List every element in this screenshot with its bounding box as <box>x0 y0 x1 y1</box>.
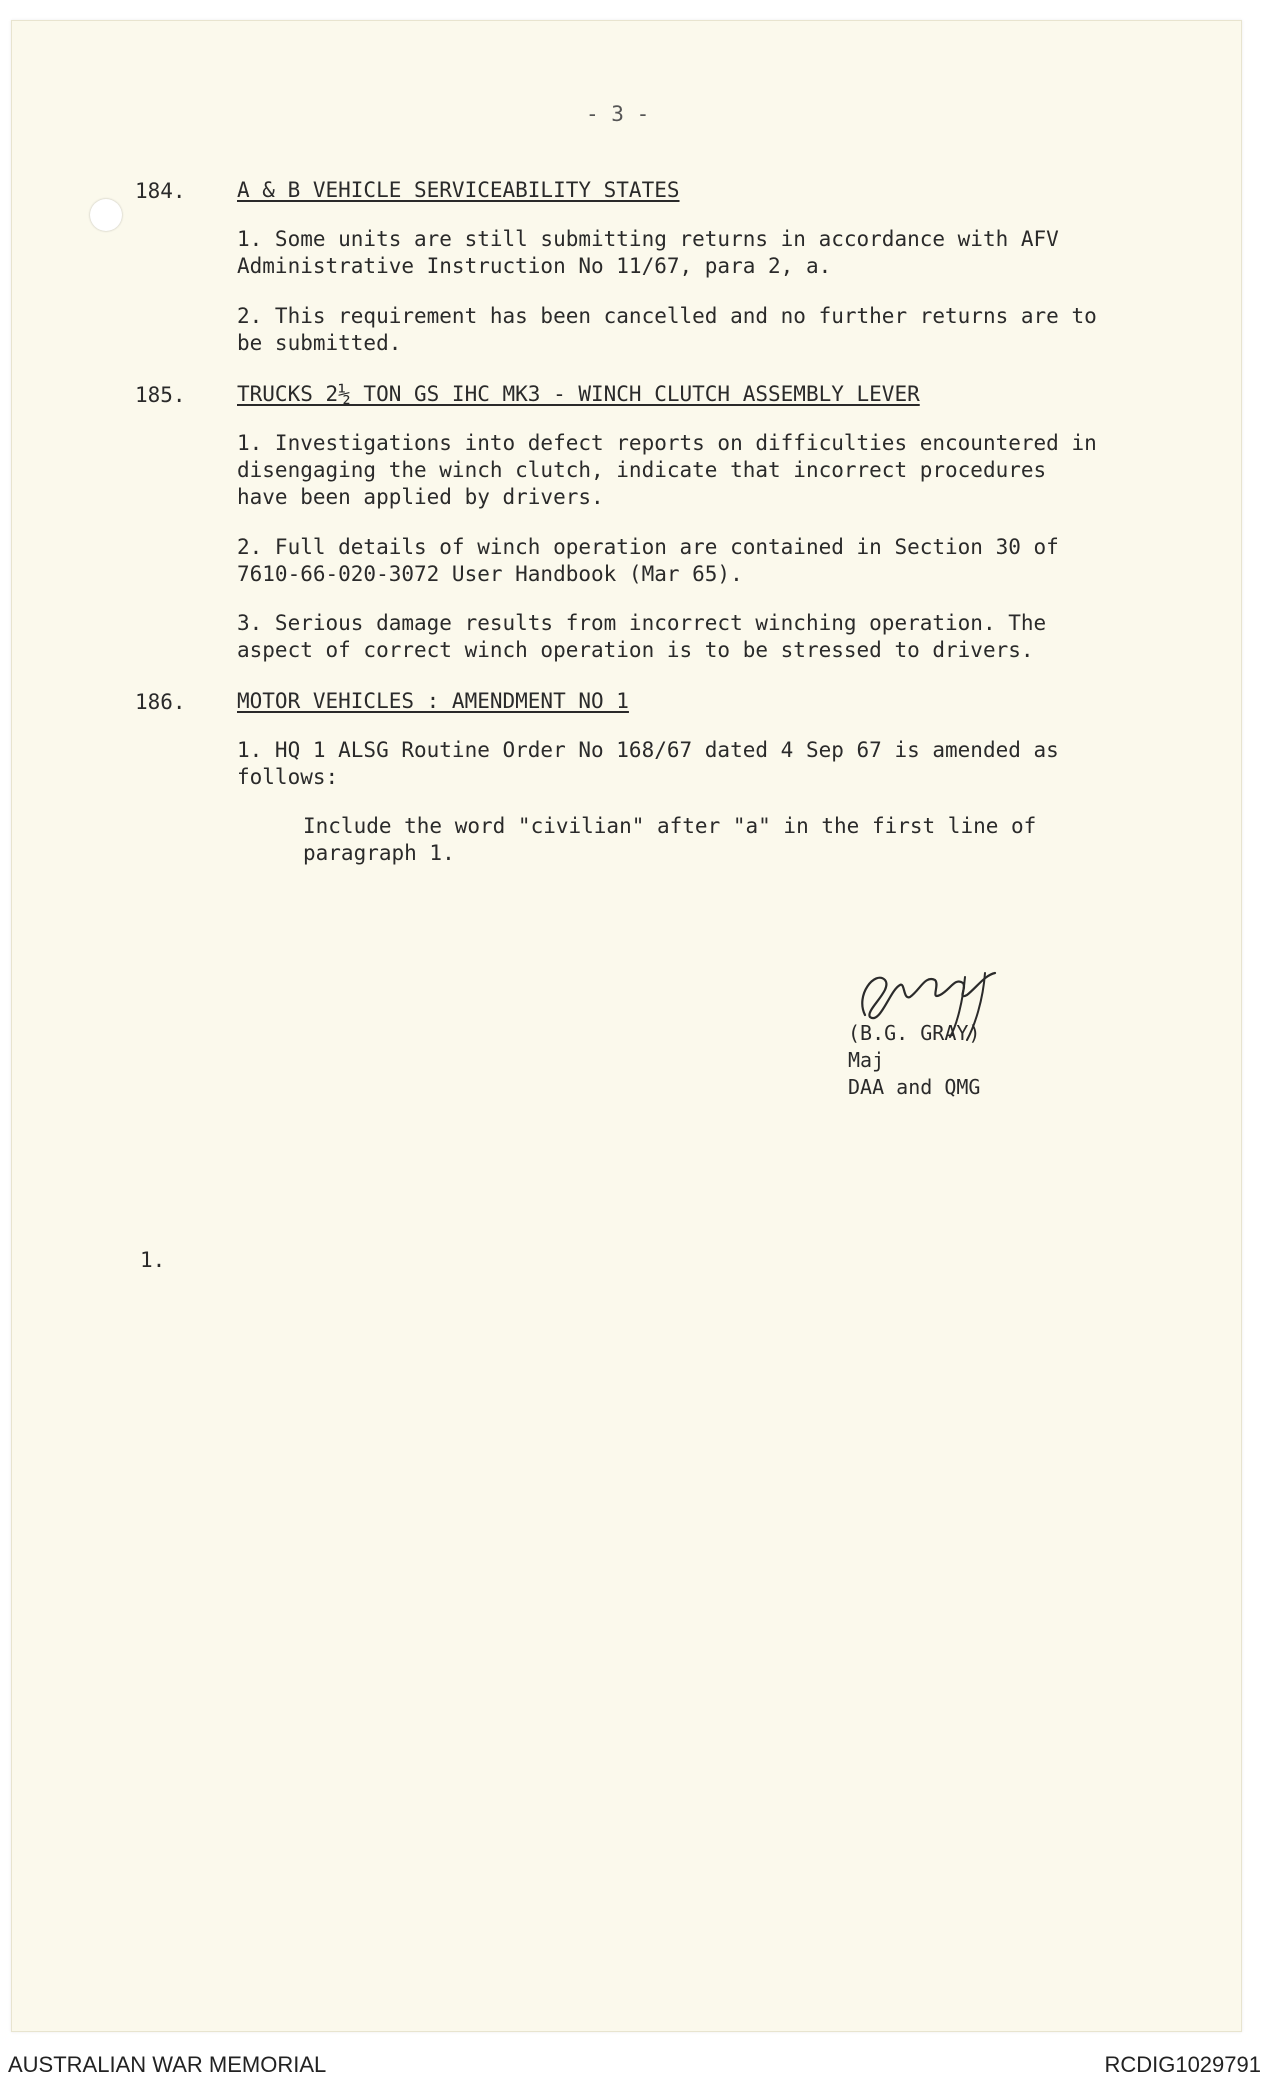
signature-block <box>848 1020 980 1101</box>
page-number: - 3 - <box>586 102 650 126</box>
signatory-name: (B.G. GRAY) <box>848 1021 981 1045</box>
item-number: 184. <box>135 179 186 203</box>
footer-source: AUSTRALIAN WAR MEMORIAL <box>8 2052 327 2077</box>
item-number: 186. <box>135 690 186 714</box>
paragraph: 1. HQ 1 ALSG Routine Order No 168/67 dated 4 Sep 67 is amended as follows: <box>237 738 1059 789</box>
paragraph: 1. Some units are still submitting returns in accordance with AFV Administrative Instruction No 11/67, para 2, a. <box>237 227 1059 278</box>
paragraph: 2. Full details of winch operation are contained in Section 30 of 7610-66-020-3072 User Handbook (Mar 65). <box>237 535 1059 586</box>
item-heading: A & B VEHICLE SERVICEABILITY STATES <box>237 178 680 202</box>
signatory-title: DAA and QMG <box>848 1075 981 1099</box>
punch-hole <box>90 199 122 231</box>
page-marker: 1. <box>140 1248 166 1272</box>
footer-reference: RCDIG1029791 <box>1104 2052 1261 2077</box>
signatory-rank: Maj <box>848 1048 885 1072</box>
paragraph: 1. Investigations into defect reports on difficulties encountered in disengaging the winch clutch, indicate that incorrect procedures have been applied by drivers. <box>237 431 1097 509</box>
paragraph: 2. This requirement has been cancelled and no further returns are to be submitted. <box>237 304 1097 355</box>
item-number: 185. <box>135 383 186 407</box>
item-heading: TRUCKS 2½ TON GS IHC MK3 - WINCH CLUTCH ASSEMBLY LEVER <box>237 382 920 406</box>
paragraph: 3. Serious damage results from incorrect winching operation. The aspect of correct winch operation is to be stressed to drivers. <box>237 611 1047 662</box>
item-heading: MOTOR VEHICLES : AMENDMENT NO 1 <box>237 689 629 713</box>
paragraph: Include the word "civilian" after "a" in the first line of paragraph 1. <box>303 814 1037 865</box>
